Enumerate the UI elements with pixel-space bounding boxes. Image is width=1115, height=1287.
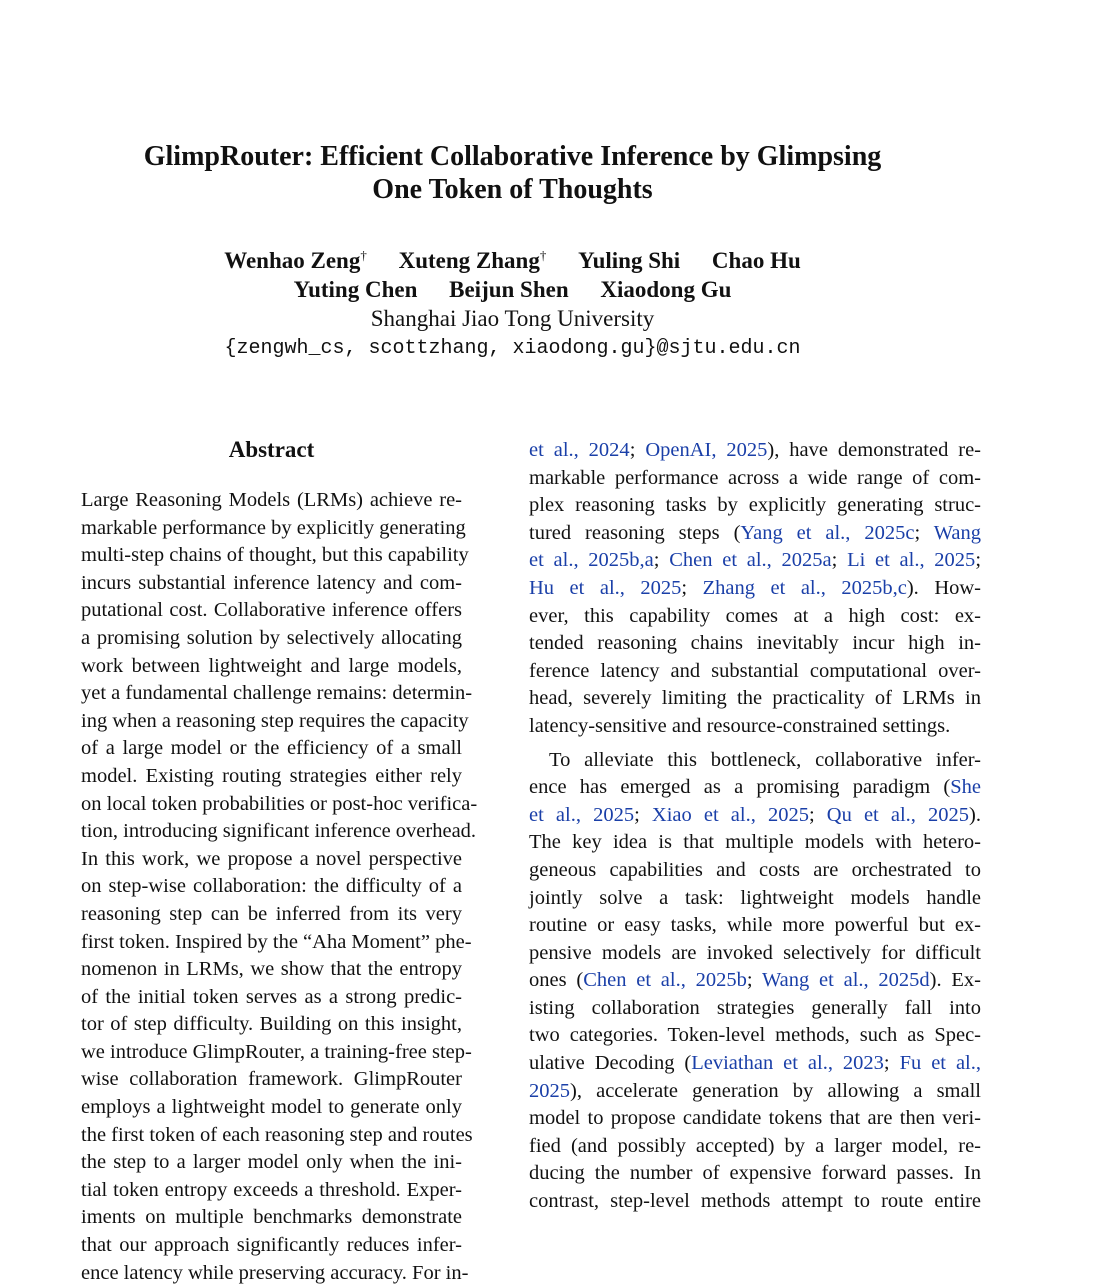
abstract-line: of the initial token serves as a strong predic- (81, 985, 462, 1008)
text-line (529, 437, 981, 465)
text-span: ), have demonstrated re- (767, 439, 982, 461)
citation-link[interactable]: Yang et al., 2025c (740, 521, 915, 544)
text-line: ever, this capability comes at a high cost: ex- (529, 604, 981, 627)
text-span: ence has emerged as a promising paradigm ( (529, 776, 951, 799)
author-name: Beijun Shen (449, 277, 569, 302)
text-span: ; (653, 549, 670, 572)
text-span: ; (629, 439, 646, 461)
text-line (529, 1078, 981, 1106)
abstract-line: tor of step difficulty. Building on this insight, (81, 1013, 462, 1036)
abstract-line: ing when a reasoning step requires the capacity (81, 709, 469, 732)
title-line-2: One Token of Thoughts (372, 174, 653, 205)
abstract-line: first token. Inspired by the “Aha Moment” phe- (81, 930, 472, 953)
author (712, 246, 801, 275)
author (294, 275, 418, 304)
text-line: isting collaboration strategies generally fall into (529, 996, 981, 1019)
abstract-line: Large Reasoning Models (LRMs) achieve re- (81, 489, 462, 511)
text-span: ), accelerate generation by allowing a small (570, 1079, 981, 1102)
text-line (529, 1050, 981, 1078)
equal-contribution-mark: † (360, 247, 367, 263)
abstract-line: work between lightweight and large models, (81, 654, 462, 677)
abstract-line: nomenon in LRMs, we show that the entropy (81, 958, 462, 981)
text-line (529, 520, 981, 548)
author (600, 275, 731, 304)
author-name: Wenhao Zeng (224, 248, 361, 273)
citation-link[interactable]: Xiao et al., 2025 (651, 803, 809, 826)
text-line (529, 774, 981, 802)
text-line: routine or easy tasks, while more powerful but ex- (529, 914, 981, 937)
text-span: ). Ex- (929, 969, 981, 992)
author-name: Xuteng Zhang (398, 248, 540, 273)
citation-link[interactable]: Wang et al., 2025d (761, 969, 930, 992)
text-line: plex reasoning tasks by explicitly generating struc- (529, 494, 981, 517)
text-line: jointly solve a task: lightweight models handle (529, 886, 981, 909)
citation-link[interactable]: et al., 2025b,a (529, 549, 654, 572)
text-line: model to propose candidate tokens that are then veri- (529, 1107, 981, 1130)
abstract-line: ence latency while preserving accuracy. For in- (81, 1261, 469, 1284)
abstract-line: model. Existing routing strategies either rely (81, 764, 462, 787)
abstract-line: multi-step chains of thought, but this capability (81, 544, 469, 567)
text-span: ; (831, 549, 848, 572)
abstract-line: the step to a larger model only when the ini- (81, 1151, 462, 1174)
abstract-section (81, 435, 478, 1287)
text-span: ulative Decoding ( (529, 1052, 692, 1075)
text-line: contrast, step-level methods attempt to route entire (529, 1190, 981, 1213)
citation-link[interactable]: Hu et al., 2025 (529, 576, 682, 599)
abstract-line: the first token of each reasoning step and routes (81, 1123, 473, 1146)
text-line: markable performance across a wide range of com- (529, 466, 981, 489)
author (449, 275, 569, 304)
text-line (529, 575, 981, 603)
author-name: Yuting Chen (293, 277, 418, 302)
text-line: fied (and possibly accepted) by a larger model, re- (529, 1134, 981, 1157)
paragraph-1 (529, 437, 981, 741)
citation-link[interactable]: Leviathan et al., 2023 (691, 1052, 884, 1075)
author-name: Xiaodong Gu (600, 277, 732, 302)
citation-link[interactable]: Fu et al., (899, 1052, 981, 1075)
abstract-line: wise collaboration framework. GlimpRouter (81, 1068, 462, 1091)
text-span: tured reasoning steps ( (529, 521, 741, 544)
text-span: ; (634, 803, 652, 826)
title-line-1: GlimpRouter: Efficient Collaborative Inference by Glimpsing (143, 141, 882, 172)
text-line: The key idea is that multiple models with hetero- (529, 831, 981, 854)
citation-link[interactable]: She (950, 776, 981, 799)
affiliation: Shanghai Jiao Tong University (370, 306, 655, 331)
text-line: ducing the number of expensive forward passes. In (529, 1162, 981, 1185)
text-span: ; (883, 1052, 900, 1075)
abstract-line: putational cost. Collaborative inference offers (81, 599, 462, 622)
abstract-line: of a large model or the efficiency of a small (81, 737, 462, 760)
citation-link[interactable]: et al., 2025 (529, 803, 635, 826)
citation-link[interactable]: 2025 (529, 1079, 570, 1102)
text-line: two categories. Token-level methods, such as Spec- (529, 1024, 981, 1047)
abstract-line: on local token probabilities or post-hoc verifica- (81, 792, 478, 815)
abstract-line: on step-wise collaboration: the difficulty of a (81, 875, 462, 898)
citation-link[interactable]: Chen et al., 2025a (669, 549, 832, 572)
text-line: latency-sensitive and resource-constrained settings. (529, 714, 951, 737)
abstract-line: In this work, we propose a novel perspective (81, 847, 462, 870)
author-name: Chao Hu (711, 248, 801, 273)
citation-link[interactable]: Zhang et al., 2025b,c (702, 576, 907, 599)
citation-link[interactable]: Li et al., 2025 (847, 549, 976, 572)
abstract-line: reasoning step can be inferred from its very (81, 902, 462, 925)
citation-link[interactable]: OpenAI, 2025 (645, 439, 768, 461)
author-name: Yuling Shi (578, 248, 681, 273)
abstract-line: iments on multiple benchmarks demonstrate (81, 1206, 462, 1229)
text-line: pensive models are invoked selectively for difficult (529, 941, 981, 964)
paper-title (0, 140, 1025, 206)
text-line (529, 547, 981, 575)
text-span: ; (914, 521, 934, 544)
text-span: ; (681, 576, 703, 599)
abstract-line: yet a fundamental challenge remains: determin- (81, 682, 473, 705)
citation-link[interactable]: Chen et al., 2025b (583, 969, 747, 992)
author (578, 246, 680, 275)
text-span: ). (969, 803, 981, 826)
citation-link[interactable]: Qu et al., 2025 (826, 803, 970, 826)
equal-contribution-mark: † (539, 247, 547, 263)
author (399, 246, 547, 275)
text-line: geneous capabilities and costs are orchestrated to (529, 858, 981, 881)
abstract-line: tial token entropy exceeds a threshold. Exper- (81, 1178, 462, 1201)
abstract-body (81, 487, 478, 1287)
text-span: ; (746, 969, 762, 992)
abstract-line: employs a lightweight model to generate only (81, 1096, 462, 1119)
citation-link[interactable]: et al., 2024 (529, 439, 630, 461)
abstract-line: markable performance by explicitly generating (81, 516, 466, 539)
text-line (529, 802, 981, 830)
author-block (0, 246, 1025, 365)
abstract-line: we introduce GlimpRouter, a training-free step- (81, 1040, 472, 1063)
text-line (529, 967, 981, 995)
author-row-1 (0, 246, 1025, 275)
text-line: ference latency and substantial computational over- (529, 659, 981, 682)
abstract-line: a promising solution by selectively allocating (81, 626, 462, 649)
text-line: tended reasoning chains inevitably incur high in- (529, 632, 981, 655)
text-span: ). How- (906, 576, 982, 599)
abstract-line: incurs substantial inference latency and com- (81, 571, 462, 594)
text-line: head, severely limiting the practicality of LRMs in (529, 687, 981, 710)
author-row-2 (0, 275, 1025, 304)
author-email: {zengwh_cs, scottzhang, xiaodong.gu}@sjtu.edu.cn (224, 337, 801, 360)
author (224, 246, 367, 275)
text-span: ; (975, 549, 982, 572)
text-line: To alleviate this bottleneck, collaborative infer- (549, 748, 981, 771)
abstract-heading: Abstract (228, 437, 315, 462)
abstract-line: tion, introducing significant inference overhead. (81, 820, 477, 843)
text-span: ones ( (529, 969, 584, 992)
citation-link[interactable]: Wang (933, 521, 982, 544)
abstract-line: that our approach significantly reduces infer- (81, 1234, 462, 1257)
text-span: ; (808, 803, 827, 826)
paragraph-2 (529, 747, 981, 1216)
introduction-column (529, 437, 981, 1216)
